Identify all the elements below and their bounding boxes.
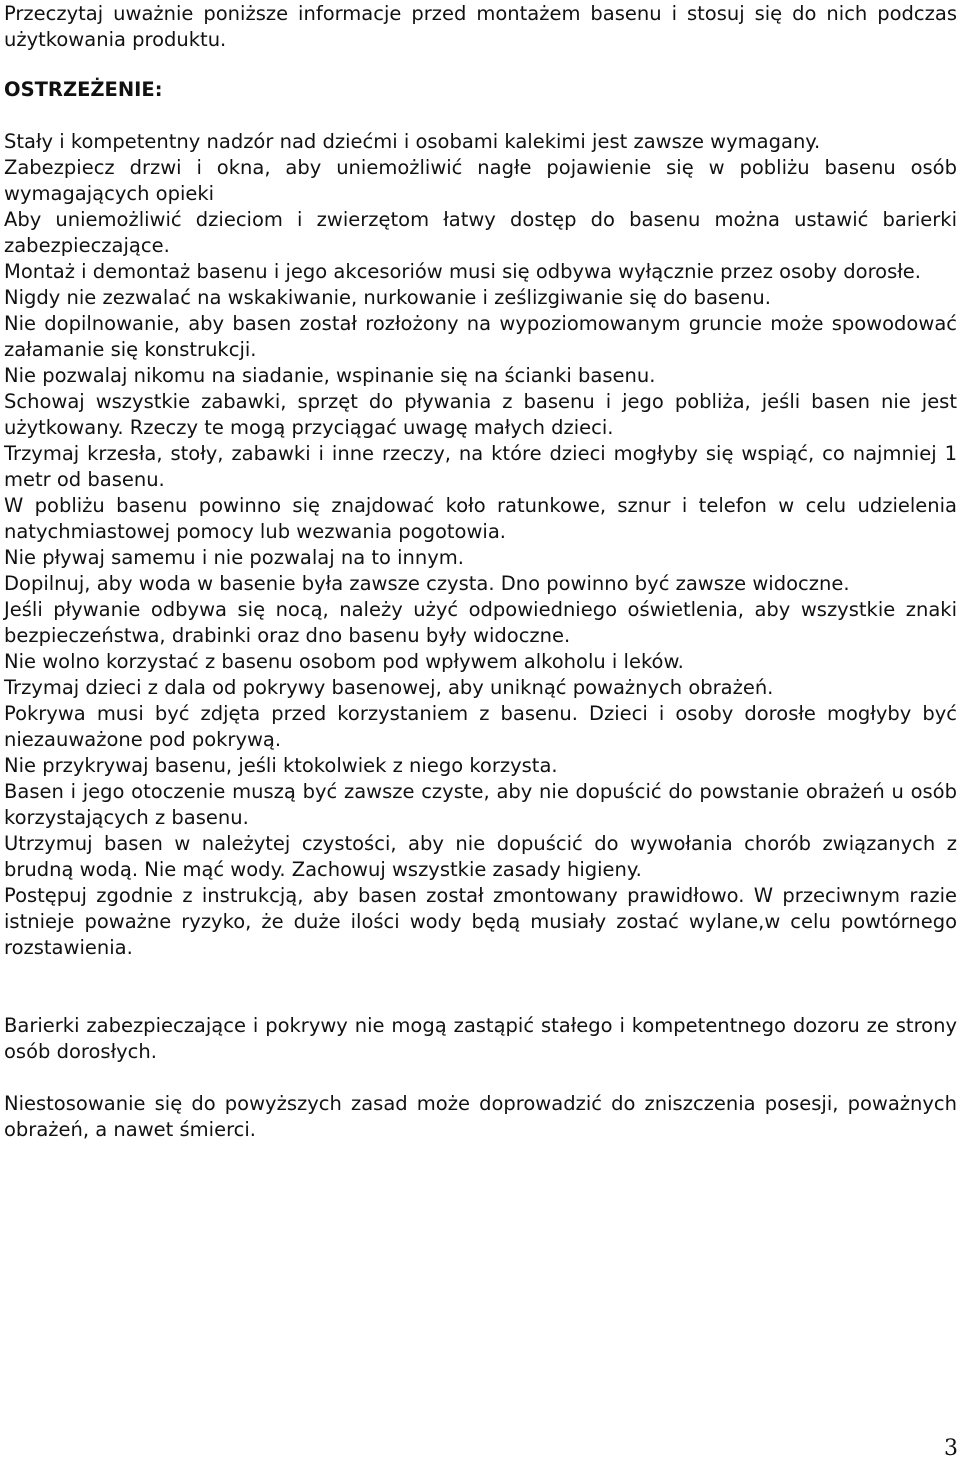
rule-item: Pokrywa musi być zdjęta przed korzystaniem z basenu. Dzieci i osoby dorosłe mogłyby być niezauważone pod pokrywą. <box>4 702 957 751</box>
rule-item: Jeśli pływanie odbywa się nocą, należy użyć odpowiedniego oświetlenia, aby wszystkie znaki bezpieczeństwa, drabinki oraz dno basenu były widoczne. <box>4 598 957 647</box>
rule-item: Nie dopilnowanie, aby basen został rozłożony na wypoziomowanym gruncie może spowodować załamanie się konstrukcji. <box>4 312 957 361</box>
rule-item: Basen i jego otoczenie muszą być zawsze czyste, aby nie dopuścić do powstanie obrażeń u osób korzystających z basenu. <box>4 780 957 829</box>
rule-item: Schowaj wszystkie zabawki, sprzęt do pływania z basenu i jego pobliża, jeśli basen nie jest użytkowany. Rzeczy te mogą przyciągać uwagę małych dzieci. <box>4 390 957 439</box>
rule-item: W pobliżu basenu powinno się znajdować koło ratunkowe, sznur i telefon w celu udzielenia natychmiastowej pomocy lub wezwania pogotowia. <box>4 494 957 543</box>
rule-item: Trzymaj dzieci z dala od pokrywy basenowej, aby uniknąć poważnych obrażeń. <box>4 676 774 699</box>
rule-item: Dopilnuj, aby woda w basenie była zawsze czysta. Dno powinno być zawsze widoczne. <box>4 572 850 595</box>
rule-item: Aby uniemożliwić dzieciom i zwierzętom łatwy dostęp do basenu można ustawić barierki zabezpieczające. <box>4 208 957 257</box>
rule-item: Stały i kompetentny nadzór nad dziećmi i osobami kalekimi jest zawsze wymagany. <box>4 130 821 153</box>
supervision-note: Barierki zabezpieczające i pokrywy nie mogą zastąpić stałego i kompetentnego dozoru ze strony osób dorosłych. <box>4 1014 957 1063</box>
safety-rules-list <box>4 129 957 961</box>
rule-item: Utrzymuj basen w należytej czystości, aby nie dopuścić do wywołania chorób związanych z brudną wodą. Nie mąć wody. Zachowuj wszystkie zasady higieny. <box>4 832 957 881</box>
warning-title: OSTRZEŻENIE: <box>4 78 163 101</box>
rule-item: Trzymaj krzesła, stoły, zabawki i inne rzeczy, na które dzieci mogłyby się wspiąć, co najmniej 1 metr od basenu. <box>4 442 957 491</box>
page-number: 3 <box>944 1436 958 1461</box>
rule-item: Montaż i demontaż basenu i jego akcesoriów musi się odbywa wyłącznie przez osoby dorosłe. <box>4 260 922 283</box>
consequence-note: Niestosowanie się do powyższych zasad może doprowadzić do zniszczenia posesji, poważnych obrażeń, a nawet śmierci. <box>4 1092 957 1141</box>
rule-item: Nie wolno korzystać z basenu osobom pod wpływem alkoholu i leków. <box>4 650 684 673</box>
rule-item: Nie przykrywaj basenu, jeśli ktokolwiek z niego korzysta. <box>4 754 558 777</box>
rule-item: Nigdy nie zezwalać na wskakiwanie, nurkowanie i ześlizgiwanie się do basenu. <box>4 286 771 309</box>
intro-paragraph: Przeczytaj uważnie poniższe informacje przed montażem basenu i stosuj się do nich podczas użytkowania produktu. <box>4 2 957 51</box>
rule-item: Nie pozwalaj nikomu na siadanie, wspinanie się na ścianki basenu. <box>4 364 656 387</box>
rule-item: Postępuj zgodnie z instrukcją, aby basen został zmontowany prawidłowo. W przeciwnym razie istnieje poważne ryzyko, że duże ilości wody będą musiały zostać wylane,w celu powtórnego rozstawienia. <box>4 884 957 959</box>
document-page <box>4 0 957 1143</box>
rule-item: Zabezpiecz drzwi i okna, aby uniemożliwić nagłe pojawienie się w pobliżu basenu osób wymagających opieki <box>4 156 957 205</box>
rule-item: Nie pływaj samemu i nie pozwalaj na to innym. <box>4 546 464 569</box>
